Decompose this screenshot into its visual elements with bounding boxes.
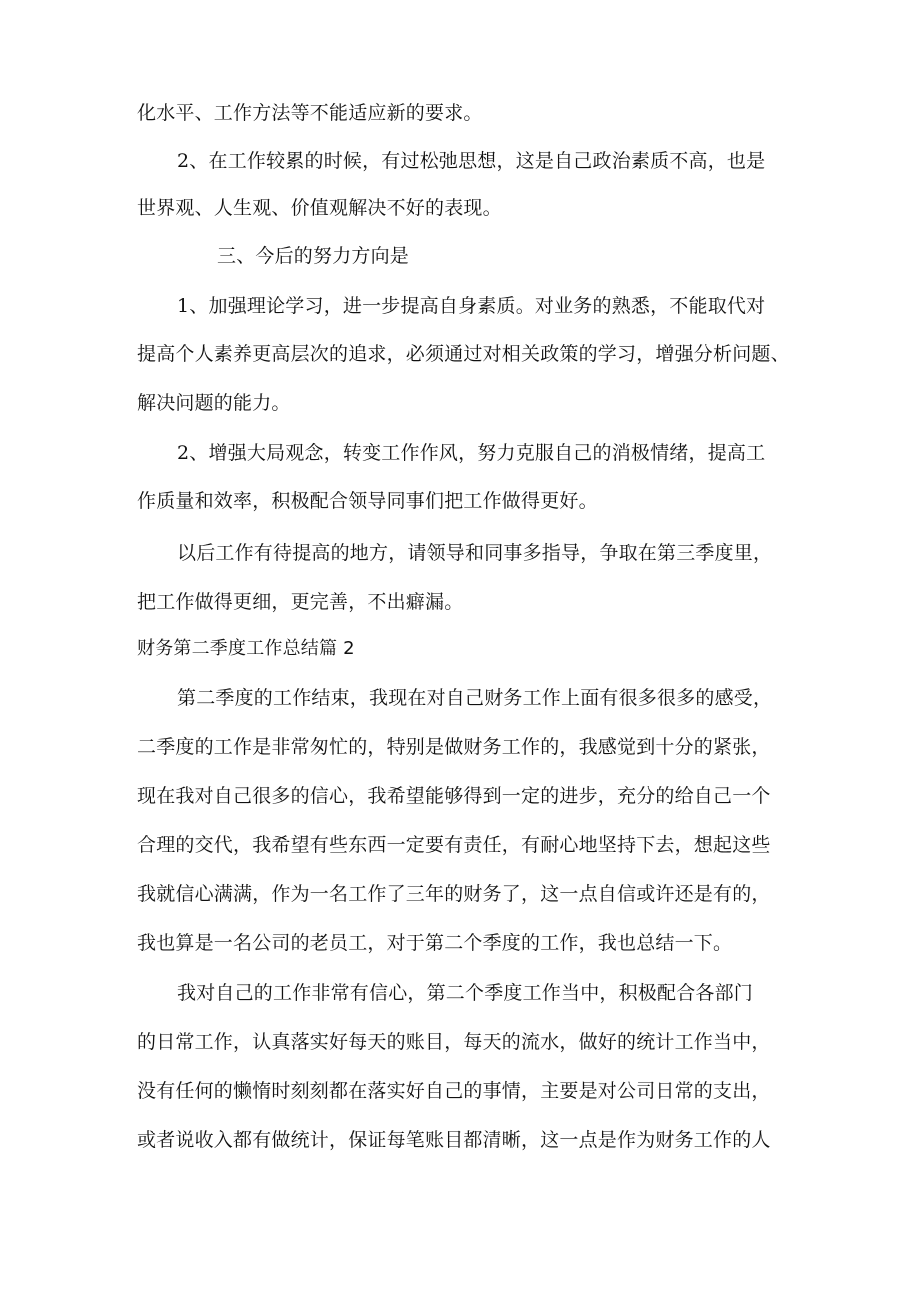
text-line: 解决问题的能力。 — [137, 392, 291, 414]
article-title: 财务第二季度工作总结篇 2 — [137, 638, 355, 659]
text-line: 或者说收入都有做统计，保证每笔账目都清晰，这一点是作为财务工作的人 — [137, 1129, 771, 1151]
text-line: 化水平、工作方法等不能适应新的要求。 — [137, 102, 483, 124]
text-line: 的日常工作，认真落实好每天的账目，每天的流水，做好的统计工作当中， — [137, 1031, 771, 1053]
text-line: 我对自己的工作非常有信心，第二个季度工作当中，积极配合各部门 — [177, 982, 754, 1004]
text-line: 我也算是一名公司的老员工，对于第二个季度的工作，我也总结一下。 — [137, 932, 733, 954]
text-line: 把工作做得更细，更完善，不出癖漏。 — [137, 591, 464, 613]
section-heading: 三、今后的努力方向是 — [217, 245, 410, 267]
text-line: 现在我对自己很多的信心，我希望能够得到一定的进步，充分的给自己一个 — [137, 785, 771, 807]
text-line: 2、在工作较累的时候，有过松弛思想，这是自己政治素质不高，也是 — [177, 150, 766, 172]
text-line: 合理的交代，我希望有些东西一定要有责任，有耐心地坚持下去，想起这些 — [137, 834, 771, 856]
text-line: 世界观、人生观、价值观解决不好的表现。 — [137, 197, 502, 219]
text-line: 作质量和效率，积极配合领导同事们把工作做得更好。 — [137, 490, 598, 512]
text-line: 2、增强大局观念，转变工作作风，努力克服自己的消极情绪，提高工 — [177, 442, 766, 464]
text-line: 我就信心满满，作为一名工作了三年的财务了，这一点自信或许还是有的， — [137, 883, 771, 905]
text-line: 二季度的工作是非常匆忙的，特别是做财务工作的，我感觉到十分的紧张， — [137, 736, 771, 758]
text-line: 提高个人素养更高层次的追求，必须通过对相关政策的学习，增强分析问题、 — [137, 343, 790, 365]
text-line: 没有任何的懒惰时刻刻都在落实好自己的事情，主要是对公司日常的支出， — [137, 1080, 771, 1102]
text-line: 1、加强理论学习，进一步提高自身素质。对业务的熟悉，不能取代对 — [177, 295, 766, 317]
text-line: 第二季度的工作结束，我现在对自己财务工作上面有很多很多的感受， — [177, 687, 773, 709]
text-line: 以后工作有待提高的地方，请领导和同事多指导，争取在第三季度里， — [177, 542, 773, 564]
